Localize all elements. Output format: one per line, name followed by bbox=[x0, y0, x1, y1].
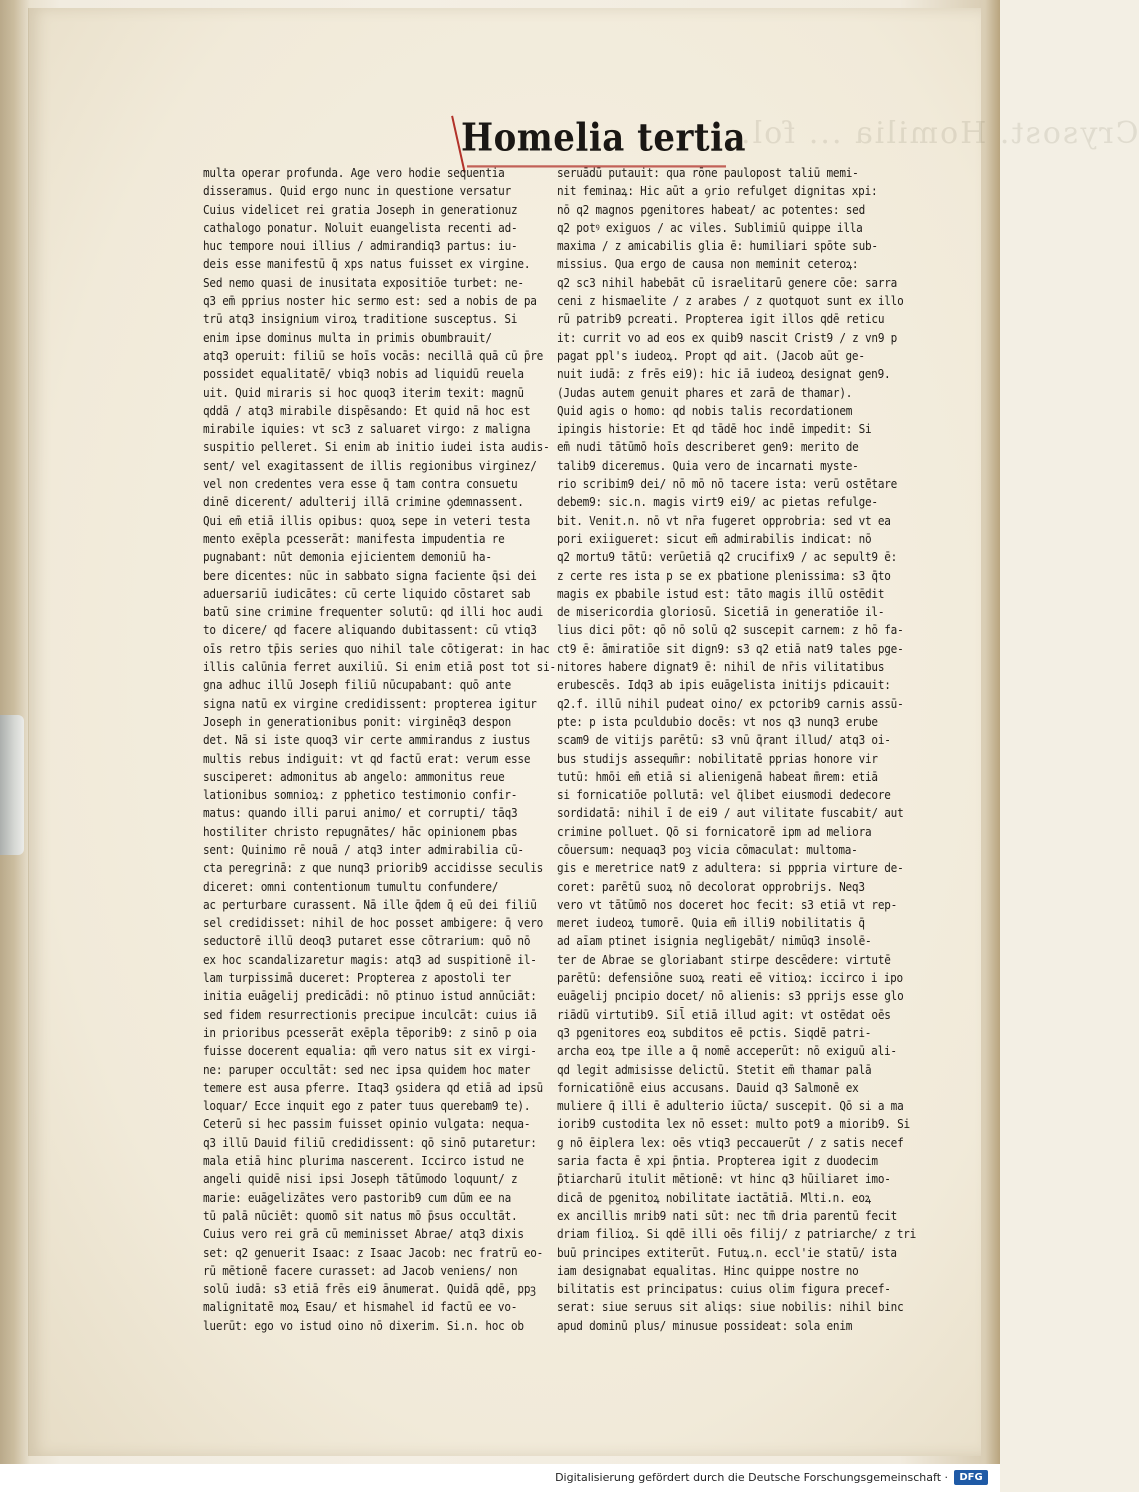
text-line: gna adhuc illū Joseph filiū nūcupabant: quō ante bbox=[203, 678, 511, 693]
text-line: missius. Qua ergo de causa non meminit ceteroꝝ: bbox=[557, 257, 859, 272]
text-line: si fornicatiōe pollutā: vel q̄libet eiusmodi dedecore bbox=[557, 788, 891, 803]
text-line: solū iudā: s3 etiā frēs ei9 ānumerat. Quidā qdē, ppꝫ bbox=[203, 1282, 536, 1297]
text-line: q3 pgenitores eoꝝ subditos eē pctis. Siqdē patri- bbox=[557, 1025, 872, 1040]
text-line: fornicatiōnē eius accusans. Dauid q3 Salmonē ex bbox=[557, 1080, 859, 1095]
text-line: rū mētionē facere curasset: ad Jacob veniens/ non bbox=[203, 1263, 518, 1278]
text-line: sent: Quinimo rē nouā / atq3 inter admirabilia cū- bbox=[203, 842, 524, 857]
text-line: ne: paruper occultāt: sed nec ipsa quidem hoc mater bbox=[203, 1062, 531, 1077]
text-line: dinē dicerent/ adulterij illā crimine ꝯdemnassent. bbox=[203, 495, 524, 510]
text-line: Ceterū si hec passim fuisset opinio vulgata: nequa- bbox=[203, 1117, 531, 1132]
text-line: seductorē illū deoq3 putaret esse cōtrarium: quō nō bbox=[203, 934, 531, 949]
text-line: z certe res ista p se ex pbatione plenissima: s3 q̄to bbox=[557, 568, 891, 583]
text-line: crimine polluet. Qō si fornicatorē ipm ad meliora bbox=[557, 824, 872, 839]
text-line: talib9 diceremus. Quia vero de incarnati myste- bbox=[557, 458, 859, 473]
text-line: q3 em̄ pprius noster hic sermo est: sed a nobis de pa bbox=[203, 294, 537, 309]
text-line: magis ex pbabile istud est: tāto magis illū ostēdit bbox=[557, 586, 885, 601]
text-line: tū palā nūciēt: quomō sit natus mō p̄sus occultāt. bbox=[203, 1208, 518, 1223]
text-line: vero vt tātūmō nos doceret hoc fecit: s3 etiā vt rep- bbox=[557, 897, 898, 912]
text-line: debem9: sic.n. magis virt9 ei9/ ac pietas refulge- bbox=[557, 495, 878, 510]
text-line: ad aīam ptinet isignia negligebāt/ nimūq3 insolē- bbox=[557, 934, 872, 949]
text-line: nō q2 magnos pgenitores habeat/ ac potentes: sed bbox=[557, 202, 865, 217]
text-line: loquar/ Ecce inquit ego z pater tuus querebam9 te). bbox=[203, 1099, 531, 1114]
text-line: saria facta ē xpi p̄ntia. Propterea igit z duodecim bbox=[557, 1154, 878, 1169]
text-line: de misericordia gloriosū. Sicetiā in generatiōe il- bbox=[557, 605, 885, 620]
text-line: sordidatā: nihil ī de ei9 / aut vilitate fuscabit/ aut bbox=[557, 806, 904, 821]
text-line: iam designabat equalitas. Hinc quippe nostre no bbox=[557, 1263, 859, 1278]
text-line: Quid agis o homo: qd nobis talis recordationem bbox=[557, 403, 853, 418]
text-line: g nō ēiplera lex: oēs vtiq3 peccauerūt / z satis necef bbox=[557, 1135, 904, 1150]
text-line: meret iudeoꝝ tumorē. Quia em̄ illi9 nobilitatis q̄ bbox=[557, 916, 865, 931]
text-line: susciperet: admonitus ab angelo: ammonitus reue bbox=[203, 769, 505, 784]
text-column-right bbox=[557, 164, 917, 1335]
text-line: lius dici pōt: qō nō solū q2 suscepit carnem: z hō fa- bbox=[557, 623, 904, 638]
text-line: disseramus. Quid ergo nunc in questione versatur bbox=[203, 184, 511, 199]
page-clip bbox=[0, 715, 24, 855]
text-line: lam turpissimā duceret: Propterea z apostoli ter bbox=[203, 971, 511, 986]
text-line: nitores habere dignat9 ē: nihil de nr̄is vilitatibus bbox=[557, 660, 885, 675]
text-line: tutū: hmōi em̄ etiā si alienigenā habeat m̄rem: etiā bbox=[557, 769, 878, 784]
text-line: p̄tiarcharū itulit mētionē: vt hinc q3 hūiliaret imo- bbox=[557, 1172, 891, 1187]
text-line: sed fidem resurrectionis precipue inculcāt: cuius iā bbox=[203, 1007, 537, 1022]
text-line: sent/ vel exagitassent de illis regionibus virginez/ bbox=[203, 458, 537, 473]
text-column-left bbox=[203, 164, 556, 1335]
text-line: illis calūnia ferret auxiliū. Si enim etiā post tot si- bbox=[203, 660, 556, 675]
text-line: ex ancillis mrib9 nati sūt: nec tm̄ dria parentū fecit bbox=[557, 1208, 898, 1223]
text-line: oīs retro tp̄is series quo nihil tale cōtigerat: in hac bbox=[203, 641, 550, 656]
text-line: pagat ppl's iudeoꝝ. Propt qd ait. (Jacob aūt ge- bbox=[557, 348, 865, 363]
text-line: rū patrib9 pcreati. Propterea igit illos qdē reticu bbox=[557, 312, 885, 327]
text-line: lationibus somnioꝝ: z pphetico testimonio confir- bbox=[203, 788, 518, 803]
text-line: q2.f. illū nihil pudeat oino/ ex pctorib9 carnis assū- bbox=[557, 696, 904, 711]
text-line: pori exiigueret: sicut em̄ admirabilis indicat: nō bbox=[557, 531, 872, 546]
text-line: huc tempore noui illius / admirandiq3 partus: iu- bbox=[203, 239, 518, 254]
text-line: cathalogo ponatur. Noluit euangelista recenti ad- bbox=[203, 220, 518, 235]
text-line: gis e meretrice nat9 z adultera: si pppria virture de- bbox=[557, 861, 904, 876]
dfg-logo: DFG bbox=[954, 1470, 988, 1485]
text-line: em̄ nudi tātūmō hoīs describeret gen9: merito de bbox=[557, 440, 859, 455]
text-line: diceret: omni contentionum tumultu confundere/ bbox=[203, 879, 499, 894]
funding-notice: Digitalisierung gefördert durch die Deutsche Forschungsgemeinschaft · bbox=[555, 1471, 948, 1484]
text-line: parētū: defensiōne suoꝝ reati eē vitioꝝ: iccirco i ipo bbox=[557, 971, 903, 986]
text-line: Joseph in generationibus ponit: virginēq3 despon bbox=[203, 714, 511, 729]
text-line: batū sine crimine frequenter solutū: qd illi hoc audi bbox=[203, 605, 544, 620]
text-line: bit. Venit.n. nō vt nr̄a fugeret opprobria: sed vt ea bbox=[557, 513, 891, 528]
text-line: suspitio pelleret. Si enim ab initio iudei ista audis- bbox=[203, 440, 550, 455]
text-line: uit. Quid miraris si hoc quoq3 iterim texit: magnū bbox=[203, 385, 524, 400]
text-line: q2 sc3 nihil habebāt cū israelitarū genere cōe: sarra bbox=[557, 275, 898, 290]
text-line: cōuersum: nequaq3 poꝫ vicia cōmaculat: multoma- bbox=[557, 842, 858, 857]
text-line: sel credidisset: nihil de hoc posset ambigere: q̄ vero bbox=[203, 916, 544, 931]
text-line: aduersariū iudicātes: cū certe liquido cōstaret sab bbox=[203, 586, 531, 601]
text-line: vel non credentes vera esse q̄ tam contra consuetu bbox=[203, 477, 518, 492]
text-line: in prioribus pcesserāt exēpla tēporib9: z sinō p oia bbox=[203, 1025, 537, 1040]
text-line: trū atq3 insignium viroꝝ traditione susceptus. Si bbox=[203, 312, 518, 327]
text-line: luerūt: ego vo istud oino nō dixerim. Si.n. hoc ob bbox=[203, 1318, 524, 1333]
text-line: ac perturbare curassent. Nā ille q̄dem q̄ eū dei filiū bbox=[203, 897, 537, 912]
text-line: mento exēpla pcesserāt: manifesta impudentia re bbox=[203, 531, 505, 546]
text-line: fuisse docerent equalia: qm̄ vero natus sit ex virgi- bbox=[203, 1044, 537, 1059]
text-line: coret: parētū suoꝝ nō decolorat opprobrijs. Neq3 bbox=[557, 879, 865, 894]
text-line: nuit iudā: z frēs ei9): hic iā iudeoꝝ designat gen9. bbox=[557, 367, 891, 382]
text-line: angeli quidē nisi ipsi Joseph tātūmodo loquunt/ z bbox=[203, 1172, 518, 1187]
text-line: qddā / atq3 mirabile dispēsando: Et quid nā hoc est bbox=[203, 403, 531, 418]
text-line: (Judas autem genuit phares et zarā de thamar). bbox=[557, 385, 853, 400]
text-line: multis rebus indiguit: vt qd factū erat: verum esse bbox=[203, 751, 531, 766]
text-line: pugnabant: nūt demonia ejicientem demoniū ha- bbox=[203, 550, 492, 565]
text-line: possidet equalitatē/ vbiq3 nobis ad liquidū reuela bbox=[203, 367, 524, 382]
text-line: q2 potꝰ exiguos / ac viles. Sublimiū quippe illa bbox=[557, 220, 863, 235]
page-heading bbox=[461, 116, 746, 161]
text-line: qd legit admisisse delictū. Stetit em̄ thamar palā bbox=[557, 1062, 872, 1077]
text-line: serat: siue seruus sit aliqs: siue nobilis: nihil binc bbox=[557, 1300, 904, 1315]
text-line: muliere q̄ illi ē adulterio iūcta/ suscepit. Qō si a ma bbox=[557, 1099, 904, 1114]
text-line: seruādū putauit: qua rōne paulopost taliū memi- bbox=[557, 166, 859, 180]
text-line: set: q2 genuerit Isaac: z Isaac Jacob: nec fratrū eo- bbox=[203, 1245, 544, 1260]
text-line: cta peregrinā: z que nunq3 priorib9 accidisse seculis bbox=[203, 861, 544, 876]
text-line: ex hoc scandalizaretur magis: atq3 ad suspitionē il- bbox=[203, 952, 537, 967]
text-line: Qui em̄ etiā illis opibus: quoꝝ sepe in veteri testa bbox=[203, 513, 530, 528]
text-line: Cuius vero rei grā cū meminisset Abrae/ atq3 dixis bbox=[203, 1227, 524, 1242]
text-line: rio scribim9 dei/ nō mō nō tacere ista: verū ostētare bbox=[557, 477, 898, 492]
text-line: q2 mortu9 tātū: verūetiā q2 crucifix9 / ac sepult9 ē: bbox=[557, 550, 898, 565]
text-line: bere dicentes: nūc in sabbato signa faciente q̄si dei bbox=[203, 568, 537, 583]
text-line: nit feminaꝝ: Hic aūt a ꝯrio refulget dignitas xpi: bbox=[557, 184, 878, 199]
text-line: it: currit vo ad eos ex quib9 nascit Crist9 / z vn9 p bbox=[557, 330, 898, 345]
text-line: to dicere/ qd facere aliquando dubitassent: cū vtiq3 bbox=[203, 623, 537, 638]
text-line: mala etiā hinc plurima nascerent. Iccirco istud ne bbox=[203, 1154, 524, 1169]
text-line: bilitatis est principatus: cuius olim figura precef- bbox=[557, 1282, 891, 1297]
footer-bar bbox=[0, 1464, 1000, 1492]
text-line: det. Nā si iste quoq3 vir certe ammirandus z iustus bbox=[203, 733, 531, 748]
text-line: scam9 de vitijs parētū: s3 vnū q̄rant illud/ atq3 oi- bbox=[557, 733, 891, 748]
text-line: matus: quando illi parui animo/ et corrupti/ tāq3 bbox=[203, 806, 518, 821]
text-line: ct9 ē: āmiratiōe sit dign9: s3 q2 etiā nat9 tales pge- bbox=[557, 641, 904, 656]
text-line: mirabile iquies: vt sc3 z saluaret virgo: z maligna bbox=[203, 422, 531, 437]
text-line: marie: euāgelizātes vero pastorib9 cum dūm ee na bbox=[203, 1190, 511, 1205]
text-line: dicā de pgenitoꝝ nobilitate iactātiā. Mlti.n. eoꝝ bbox=[557, 1190, 871, 1205]
text-line: euāgelij pncipio docet/ nō alienis: s3 pprijs esse glo bbox=[557, 989, 904, 1004]
text-line: iorib9 custodita lex nō esset: multo pot9 a miorib9. Si bbox=[557, 1117, 910, 1132]
text-line: maxima / z amicabilis glia ē: humiliari spōte sub- bbox=[557, 239, 878, 254]
text-line: archa eoꝝ tpe ille a q̄ nomē acceperūt: nō exiguū ali- bbox=[557, 1044, 897, 1059]
text-line: ceni z hismaelite / z arabes / z quotquot sunt ex illo bbox=[557, 294, 904, 309]
text-line: Cuius videlicet rei gratia Joseph in generationuz bbox=[203, 202, 518, 217]
text-line: initia euāgelij predicādi: nō ptinuo istud annūciāt: bbox=[203, 989, 537, 1004]
text-line: riādū virtutib9. Sil̄ etiā illud agit: vt ostēdat oēs bbox=[557, 1007, 891, 1022]
text-line: pte: p ista pculdubio docēs: vt nos q3 nunq3 erube bbox=[557, 714, 878, 729]
text-line: bus studijs assequm̄r: nobilitatē pprias honore vir bbox=[557, 751, 878, 766]
text-line: q3 illū Dauid filiū credidissent: qō sinō putaretur: bbox=[203, 1135, 537, 1150]
text-line: Sed nemo quasi de inusitata expositiōe turbet: ne- bbox=[203, 275, 524, 290]
heading-text: Homelia tertia bbox=[461, 116, 747, 161]
text-line: signa natū ex virgine credidissent: propterea igitur bbox=[203, 696, 537, 711]
text-line: atq3 operuit: filiū se hoīs vocās: necillā quā cū p̄re bbox=[203, 348, 544, 363]
text-line: enim ipse dominus multa in primis obumbrauit/ bbox=[203, 330, 492, 345]
text-line: temere est ausa pferre. Itaq3 ꝯsidera qd etiā ad ipsū bbox=[203, 1080, 543, 1095]
text-line: malignitatē moꝝ Esau/ et hismahel id factū ee vo- bbox=[203, 1300, 518, 1315]
bleedthrough-header: Crysost. Homilia ... fol. bbox=[739, 116, 1139, 151]
text-line: ipingis historie: Et qd tādē hoc indē impedit: Si bbox=[557, 422, 872, 437]
text-line: buū principes extiterūt. Futuꝝ.n. eccl'ie statū/ ista bbox=[557, 1245, 897, 1260]
text-line: hostiliter christo repugnātes/ hāc opinionem pbas bbox=[203, 824, 518, 839]
text-line: deis esse manifestū q̄ xps natus fuisset ex virgine. bbox=[203, 257, 531, 272]
text-line: driam filioꝝ. Si qdē illi oēs filij/ z patriarche/ z tri bbox=[557, 1227, 917, 1242]
text-line: multa operar profunda. Age vero hodie sequentia bbox=[203, 166, 505, 180]
text-line: ter de Abrae se gloriabant stirpe descēdere: virtutē bbox=[557, 952, 891, 967]
text-line: erubescēs. Idq3 ab ipis euāgelista initijs pdicauit: bbox=[557, 678, 891, 693]
text-line: apud dominū plus/ minusue possideat: sola enim bbox=[557, 1318, 853, 1333]
